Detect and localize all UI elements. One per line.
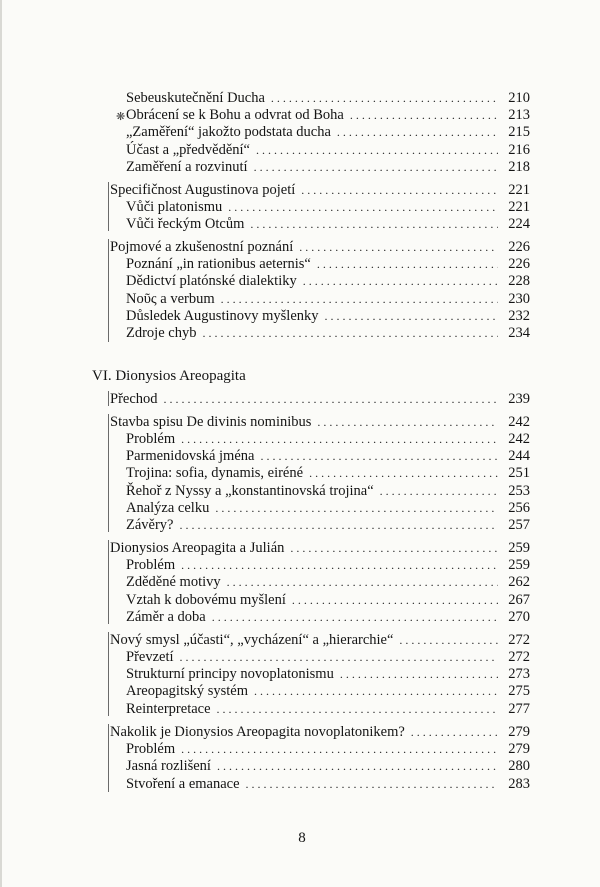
leader-dots bbox=[317, 255, 498, 273]
page-number: 8 bbox=[298, 830, 306, 846]
toc-entry-page: 215 bbox=[508, 124, 530, 140]
toc-entry-title: Reinterpretace bbox=[126, 701, 211, 717]
toc-entry-page: 226 bbox=[508, 239, 530, 255]
chapter-heading: VI. Dionysios Areopagita bbox=[92, 368, 246, 384]
toc-entry-page: 259 bbox=[508, 557, 530, 573]
toc-entry-title: Důsledek Augustinovy myšlenky bbox=[126, 308, 319, 324]
leader-dots bbox=[164, 390, 498, 408]
toc-entry-title: Problém bbox=[126, 557, 176, 573]
toc-entry-title: Dionysios Areopagita a Julián bbox=[110, 540, 285, 556]
toc-entry bbox=[126, 682, 530, 700]
leader-dots bbox=[256, 141, 498, 159]
toc-entry bbox=[126, 430, 530, 448]
toc-entry bbox=[126, 215, 530, 233]
leader-dots bbox=[217, 757, 498, 775]
toc-entry bbox=[110, 631, 530, 649]
toc-entry-page: 232 bbox=[508, 308, 530, 324]
toc-entry-title: Stvoření a emanace bbox=[126, 776, 240, 792]
toc-entry-title: Analýza celku bbox=[126, 500, 210, 516]
section-bracket bbox=[108, 540, 109, 624]
toc-entry bbox=[126, 499, 530, 517]
toc-entry-page: 272 bbox=[508, 632, 530, 648]
toc-entry-page: 279 bbox=[508, 741, 530, 757]
toc-entry bbox=[126, 198, 530, 216]
leader-dots bbox=[250, 215, 498, 233]
leader-dots bbox=[317, 413, 498, 431]
toc-entry-page: 216 bbox=[508, 142, 530, 158]
toc-entry-page: 221 bbox=[508, 199, 530, 215]
leader-dots bbox=[303, 272, 498, 290]
toc-entry bbox=[126, 255, 530, 273]
toc-entry-page: 224 bbox=[508, 216, 530, 232]
toc-entry-page: 244 bbox=[508, 448, 530, 464]
margin-mark: ❋ bbox=[116, 111, 126, 123]
toc-entry-page: 257 bbox=[508, 517, 530, 533]
toc-entry bbox=[126, 89, 530, 107]
leader-dots bbox=[309, 464, 498, 482]
leader-dots bbox=[380, 482, 498, 500]
leader-dots bbox=[246, 775, 498, 793]
toc-entry-page: 279 bbox=[508, 724, 530, 740]
toc-entry bbox=[126, 757, 530, 775]
toc-entry-title: Poznání „in rationibus aeternis“ bbox=[126, 256, 311, 272]
leader-dots bbox=[260, 447, 498, 465]
toc-entry-page: 218 bbox=[508, 159, 530, 175]
leader-dots bbox=[337, 123, 498, 141]
toc-entry-page: 280 bbox=[508, 758, 530, 774]
toc-entry-title: Vůči platonismu bbox=[126, 199, 223, 215]
toc-entry-page: 251 bbox=[508, 465, 530, 481]
toc-entry-title: Vůči řeckým Otcům bbox=[126, 216, 245, 232]
leader-dots bbox=[180, 648, 498, 666]
toc-entry bbox=[126, 556, 530, 574]
leader-dots bbox=[181, 556, 498, 574]
toc-entry bbox=[126, 700, 530, 718]
toc-entry-title: Sebeuskutečnění Ducha bbox=[126, 90, 265, 106]
toc-entry-page: 213 bbox=[508, 107, 530, 123]
toc-entry bbox=[110, 413, 530, 431]
leader-dots bbox=[350, 106, 498, 124]
toc-entry-title: Zděděné motivy bbox=[126, 574, 221, 590]
toc-entry-title: Problém bbox=[126, 741, 176, 757]
toc-entry bbox=[110, 539, 530, 557]
toc-entry-title: Νοῦς a verbum bbox=[126, 291, 215, 307]
leader-dots bbox=[228, 198, 498, 216]
toc-entry bbox=[126, 272, 530, 290]
toc-entry-page: 283 bbox=[508, 776, 530, 792]
toc-entry-title: Strukturní principy novoplatonismu bbox=[126, 666, 334, 682]
leader-dots bbox=[212, 608, 498, 626]
toc-entry bbox=[126, 106, 530, 124]
toc-entry-title: Převzetí bbox=[126, 649, 174, 665]
toc-entry-page: 230 bbox=[508, 291, 530, 307]
leader-dots bbox=[301, 181, 498, 199]
toc-entry-page: 242 bbox=[508, 431, 530, 447]
toc-entry-page: 272 bbox=[508, 649, 530, 665]
toc-entry-title: „Zaměření“ jakožto podstata ducha bbox=[126, 124, 331, 140]
toc-entry-page: 221 bbox=[508, 182, 530, 198]
leader-dots bbox=[227, 573, 498, 591]
toc-entry bbox=[126, 290, 530, 308]
toc-entry-page: 239 bbox=[508, 391, 530, 407]
toc-entry bbox=[126, 573, 530, 591]
toc-entry-title: Parmenidovská jména bbox=[126, 448, 255, 464]
toc-entry bbox=[126, 591, 530, 609]
leader-dots bbox=[221, 290, 498, 308]
toc-entry bbox=[126, 648, 530, 666]
toc-entry-title: Přechod bbox=[110, 391, 158, 407]
toc-entry-page: 253 bbox=[508, 483, 530, 499]
section-bracket bbox=[108, 632, 109, 716]
leader-dots bbox=[399, 631, 498, 649]
leader-dots bbox=[181, 740, 498, 758]
leader-dots bbox=[180, 516, 499, 534]
toc-entry-title: Pojmové a zkušenostní poznání bbox=[110, 239, 294, 255]
toc-entry-title: Dědictví platónské dialektiky bbox=[126, 273, 297, 289]
toc-entry bbox=[126, 158, 530, 176]
toc-entry bbox=[126, 740, 530, 758]
toc-entry bbox=[110, 238, 530, 256]
toc-entry-page: 234 bbox=[508, 325, 530, 341]
leader-dots bbox=[254, 158, 498, 176]
toc-entry-title: Stavba spisu De divinis nominibus bbox=[110, 414, 312, 430]
toc-entry-page: 259 bbox=[508, 540, 530, 556]
toc-entry-page: 242 bbox=[508, 414, 530, 430]
toc-entry-title: Nakolik je Dionysios Areopagita novoplatonikem? bbox=[110, 724, 405, 740]
toc-entry-page: 273 bbox=[508, 666, 530, 682]
toc-entry-title: Závěry? bbox=[126, 517, 174, 533]
section-bracket bbox=[108, 182, 109, 231]
leader-dots bbox=[292, 591, 498, 609]
toc-entry-page: 267 bbox=[508, 592, 530, 608]
toc-entry-title: Areopagitský systém bbox=[126, 683, 249, 699]
toc-entry-page: 226 bbox=[508, 256, 530, 272]
toc-entry bbox=[126, 324, 530, 342]
leader-dots bbox=[299, 238, 498, 256]
toc-entry-title: Jasná rozlišení bbox=[126, 758, 211, 774]
toc-entry-title: Zdroje chyb bbox=[126, 325, 197, 341]
toc-entry bbox=[126, 141, 530, 159]
toc-entry-title: Účast a „předvědění“ bbox=[126, 142, 250, 158]
toc-entry bbox=[126, 123, 530, 141]
toc-entry-page: 262 bbox=[508, 574, 530, 590]
toc-entry-title: Nový smysl „účasti“, „vycházení“ a „hierarchie“ bbox=[110, 632, 394, 648]
section-bracket bbox=[108, 414, 109, 532]
toc-entry bbox=[126, 516, 530, 534]
toc-entry-page: 256 bbox=[508, 500, 530, 516]
toc-entry-title: Vztah k dobovému myšlení bbox=[126, 592, 286, 608]
toc-entry-title: Problém bbox=[126, 431, 176, 447]
toc-entry bbox=[126, 482, 530, 500]
toc-entry-title: Řehoř z Nyssy a „konstantinovská trojina“ bbox=[126, 483, 374, 499]
section-bracket bbox=[108, 239, 109, 342]
toc-entry-page: 228 bbox=[508, 273, 530, 289]
toc-entry bbox=[110, 181, 530, 199]
section-bracket bbox=[108, 391, 109, 406]
section-bracket bbox=[108, 724, 109, 792]
toc-entry bbox=[110, 723, 530, 741]
leader-dots bbox=[340, 665, 498, 683]
toc-entry bbox=[126, 665, 530, 683]
toc-entry-title: Specifičnost Augustinova pojetí bbox=[110, 182, 296, 198]
toc-entry bbox=[126, 307, 530, 325]
leader-dots bbox=[254, 682, 498, 700]
toc-entry bbox=[126, 608, 530, 626]
toc-entry-page: 270 bbox=[508, 609, 530, 625]
toc-entry bbox=[126, 464, 530, 482]
leader-dots bbox=[181, 430, 498, 448]
leader-dots bbox=[325, 307, 498, 325]
toc-entry-title: Obrácení se k Bohu a odvrat od Boha bbox=[126, 107, 344, 123]
leader-dots bbox=[217, 700, 498, 718]
toc-entry-title: Zaměření a rozvinutí bbox=[126, 159, 248, 175]
toc-entry bbox=[126, 775, 530, 793]
toc-entry-title: Záměr a doba bbox=[126, 609, 206, 625]
toc-entry-page: 210 bbox=[508, 90, 530, 106]
toc-entry-page: 275 bbox=[508, 683, 530, 699]
toc-entry bbox=[110, 390, 530, 408]
leader-dots bbox=[202, 324, 498, 342]
leader-dots bbox=[290, 539, 498, 557]
leader-dots bbox=[271, 89, 498, 107]
toc-entry-title: Trojina: sofia, dynamis, eiréné bbox=[126, 465, 304, 481]
toc-entry-page: 277 bbox=[508, 701, 530, 717]
leader-dots bbox=[215, 499, 498, 517]
leader-dots bbox=[411, 723, 498, 741]
toc-entry bbox=[126, 447, 530, 465]
